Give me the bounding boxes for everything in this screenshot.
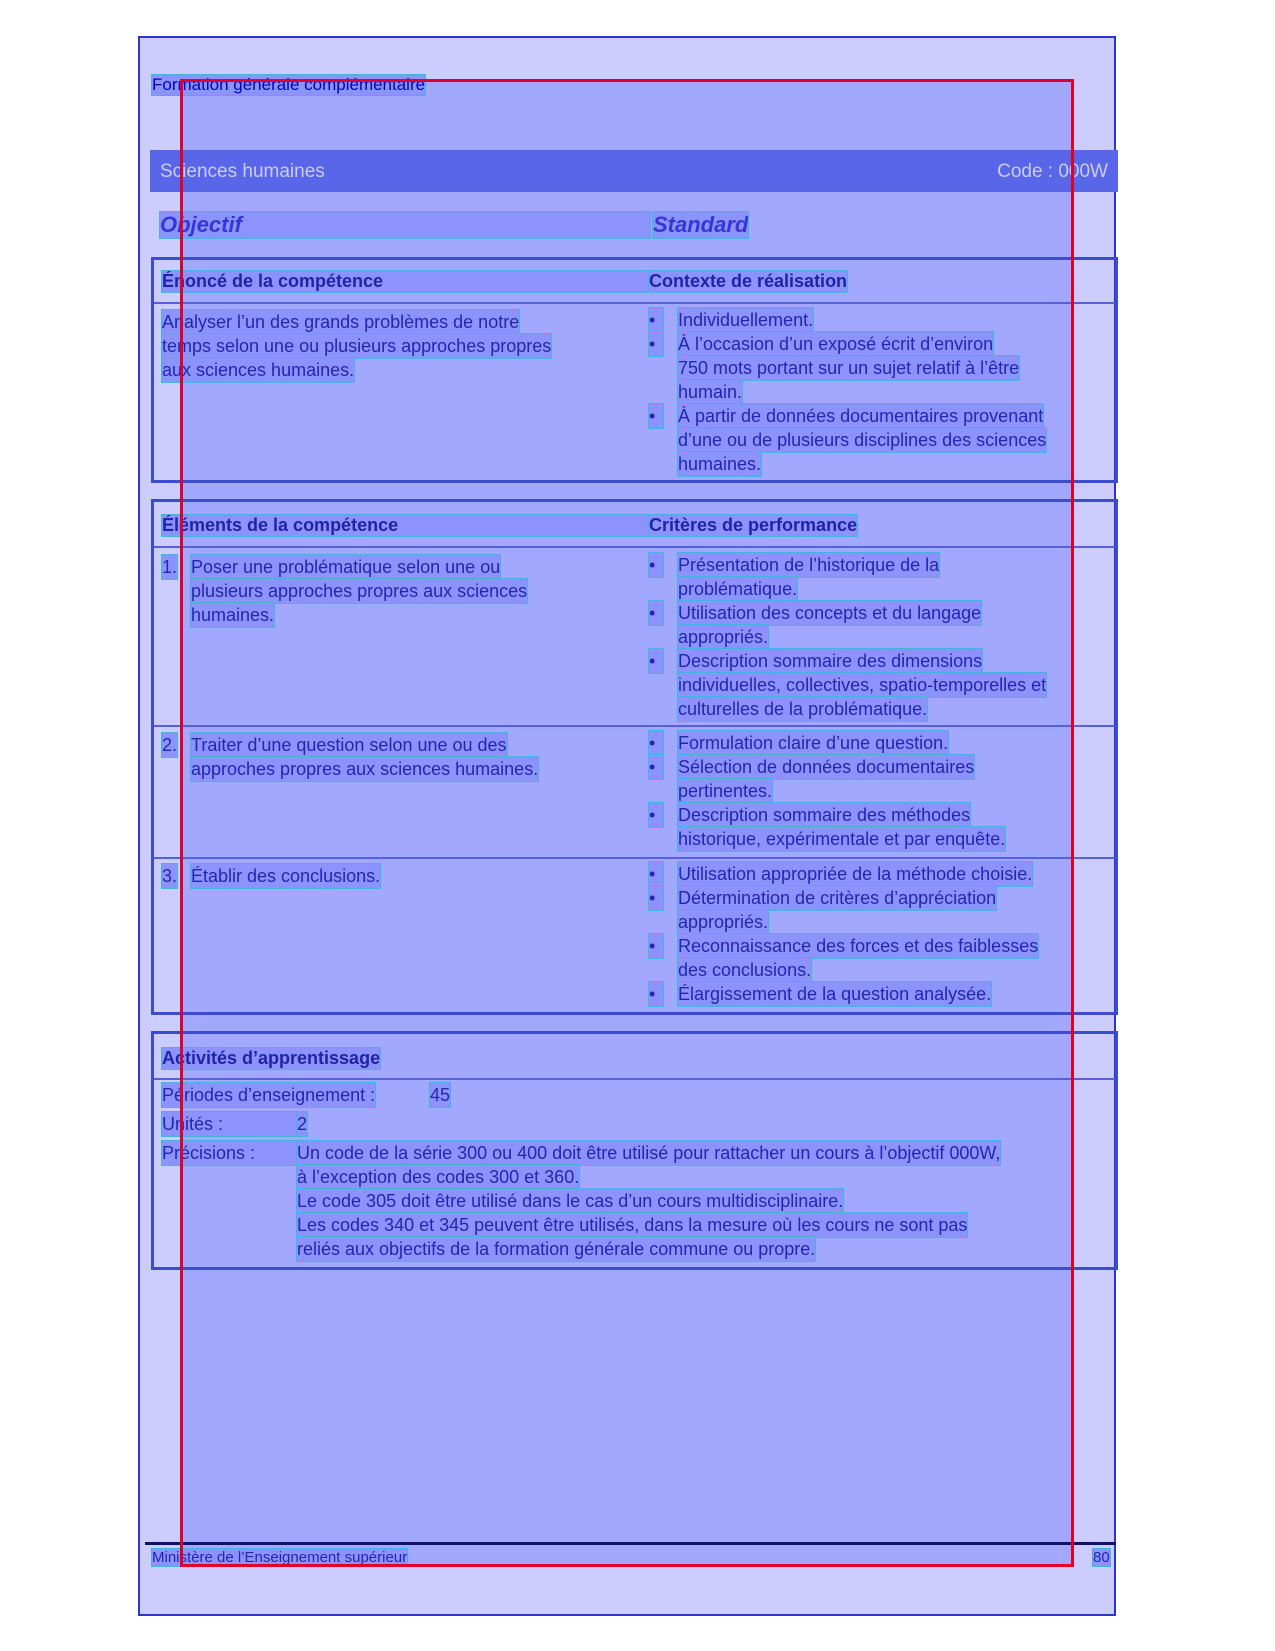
element-line: approches propres aux sciences humaines. <box>191 759 539 779</box>
bullet-icon: • <box>649 982 663 1006</box>
critere-line: individuelles, collectives, spatio-temporelles et <box>678 675 1047 695</box>
critere-line: Formulation claire d’une question. <box>678 733 949 753</box>
critere-line: Utilisation appropriée de la méthode choisie. <box>678 864 1033 884</box>
contexte-line: Individuellement. <box>678 310 814 330</box>
bullet-icon: • <box>649 731 663 755</box>
contexte-line: humain. <box>678 382 743 402</box>
critere-line: culturelles de la problématique. <box>678 699 928 719</box>
critere-line: historique, expérimentale et par enquête. <box>678 829 1006 849</box>
unites-value: 2 <box>297 1114 308 1134</box>
bullet-icon: • <box>649 332 663 356</box>
bullet-icon: • <box>649 803 663 827</box>
header-bar <box>150 150 1118 192</box>
periodes-value: 45 <box>430 1085 451 1105</box>
critere-line: Utilisation des concepts et du langage <box>678 603 982 623</box>
bullet-icon: • <box>649 934 663 958</box>
contexte-line: À partir de données documentaires provenant <box>678 406 1044 426</box>
bullet-icon: • <box>649 755 663 779</box>
bullet-icon: • <box>649 886 663 910</box>
bullet-icon: • <box>649 649 663 673</box>
precisions-line: Les codes 340 et 345 peuvent être utilisés, dans la mesure où les cours ne sont pas <box>297 1215 968 1235</box>
bullet-icon: • <box>649 601 663 625</box>
bullet-icon: • <box>649 404 663 428</box>
contexte-title: Contexte de réalisation <box>649 271 848 291</box>
element-line: humaines. <box>191 605 275 625</box>
bullet-icon: • <box>649 553 663 577</box>
enonce-line: temps selon une ou plusieurs approches propres <box>162 336 552 356</box>
discipline-title: Sciences humaines <box>160 161 325 182</box>
critere-line: Présentation de l’historique de la <box>678 555 940 575</box>
critere-line: des conclusions. <box>678 960 812 980</box>
bullet-icon: • <box>649 308 663 332</box>
objective-code: Code : 000W <box>997 161 1108 182</box>
contexte-line: À l’occasion d’un exposé écrit d’environ <box>678 334 994 354</box>
precisions-line: Le code 305 doit être utilisé dans le cas d’un cours multidisciplinaire. <box>297 1191 844 1211</box>
critere-line: appropriés. <box>678 627 769 647</box>
enonce-line: aux sciences humaines. <box>162 360 355 380</box>
contexte-line: d’une ou de plusieurs disciplines des sciences <box>678 430 1047 450</box>
enonce-title: Énoncé de la compétence <box>162 271 649 292</box>
footer-rule <box>145 1542 1116 1545</box>
element-number: 1. <box>162 557 178 577</box>
critere-line: Description sommaire des méthodes <box>678 805 971 825</box>
precisions-line: à l’exception des codes 300 et 360. <box>297 1167 580 1187</box>
periodes-label: Périodes d’enseignement : <box>162 1085 376 1105</box>
critere-line: appropriés. <box>678 912 769 932</box>
precisions-label: Précisions : <box>162 1141 297 1165</box>
criteres-title: Critères de performance <box>649 515 858 535</box>
contexte-line: humaines. <box>678 454 762 474</box>
critere-line: Détermination de critères d’appréciation <box>678 888 997 908</box>
program-label: Formation générale complémentaire <box>152 75 426 94</box>
element-line: plusieurs approches propres aux sciences <box>191 581 528 601</box>
element-line: Établir des conclusions. <box>191 866 381 886</box>
element-line: Poser une problématique selon une ou <box>191 557 501 577</box>
element-line: Traiter d’une question selon une ou des <box>191 735 507 755</box>
enonce-line: Analyser l’un des grands problèmes de notre <box>162 312 520 332</box>
page-number: 80 <box>1093 1549 1110 1566</box>
critere-line: Description sommaire des dimensions <box>678 651 983 671</box>
element-number: 3. <box>162 866 178 886</box>
critere-line: Élargissement de la question analysée. <box>678 984 992 1004</box>
precisions-line: reliés aux objectifs de la formation générale commune ou propre. <box>297 1239 816 1259</box>
critere-line: pertinentes. <box>678 781 773 801</box>
critere-line: Reconnaissance des forces et des faiblesses <box>678 936 1039 956</box>
contexte-line: 750 mots portant sur un sujet relatif à l’être <box>678 358 1020 378</box>
bullet-icon: • <box>649 862 663 886</box>
standard-heading: Standard <box>653 212 749 237</box>
precisions-line: Un code de la série 300 ou 400 doit être utilisé pour rattacher un cours à l’objectif 000W, <box>297 1143 1001 1163</box>
unites-label: Unités : <box>162 1112 297 1136</box>
critere-line: Sélection de données documentaires <box>678 757 975 777</box>
footer-ministry: Ministère de l’Enseignement supérieur <box>152 1549 408 1566</box>
objectif-heading: Objectif <box>160 212 650 238</box>
activites-title: Activités d’apprentissage <box>162 1048 381 1068</box>
element-number: 2. <box>162 735 178 755</box>
critere-line: problématique. <box>678 579 798 599</box>
elements-title: Éléments de la compétence <box>162 515 649 536</box>
